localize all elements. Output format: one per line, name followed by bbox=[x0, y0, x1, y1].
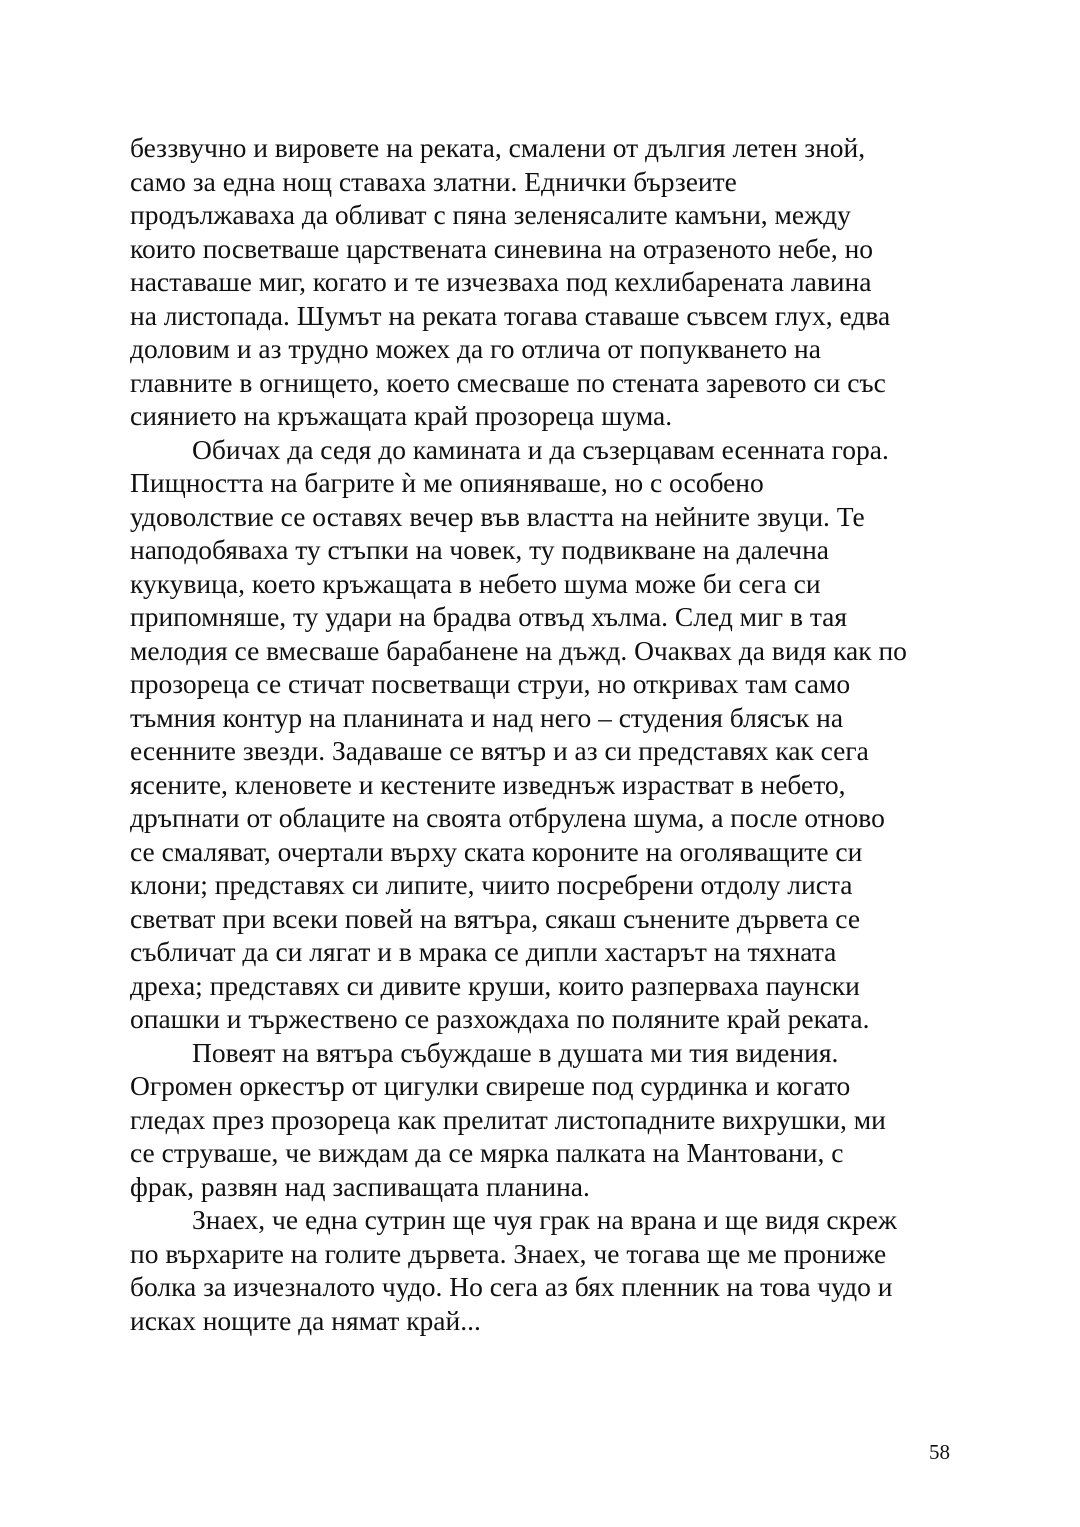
paragraph-1 bbox=[130, 131, 950, 433]
paragraph-4 bbox=[130, 1203, 950, 1337]
text-line: дреха; представях си дивите круши, които разперваха паунски bbox=[130, 969, 860, 1001]
text-line: наставаше миг, когато и те изчезваха под кехлибарената лавина bbox=[130, 266, 872, 297]
text-line: удоволствие се оставях вечер във властта на нейните звуци. Те bbox=[130, 500, 865, 532]
text-line: Знаех, че една сутрин ще чуя грак на врана и ще видя скреж bbox=[192, 1204, 897, 1235]
text-line: доловим и аз трудно можех да го отлича от попукването на bbox=[130, 333, 821, 364]
text-line: мелодия се вмесваше барабанене на дъжд. Очаквах да видя как по bbox=[130, 634, 907, 666]
text-line: Огромен оркестър от цигулки свиреше под сурдинка и когато bbox=[130, 1070, 851, 1101]
text-line: прозореца се стичат посветващи струи, но откривах там само bbox=[130, 668, 851, 699]
text-line: наподобяваха ту стъпки на човек, ту подвикване на далечна bbox=[130, 534, 830, 565]
text-line: Пищността на багрите ѝ ме опияняваше, но с особено bbox=[130, 467, 764, 498]
text-line: исках нощите да нямат край... bbox=[130, 1304, 481, 1336]
text-line: се струваше, че виждам да се мярка палката на Мантовани, с bbox=[130, 1137, 844, 1168]
text-line: опашки и тържествено се разхождаха по поляните край реката. bbox=[130, 1003, 870, 1034]
text-line: по върхарите на голите дървета. Знаех, че тогава ще ме прониже bbox=[130, 1237, 887, 1269]
text-line: се смаляват, очертали върху ската короните на оголяващите си bbox=[130, 835, 863, 867]
text-line: дръпнати от облаците на своята отбрулена шума, а после отново bbox=[130, 802, 885, 833]
text-line: продължаваха да обливат с пяна зеленясалите камъни, между bbox=[130, 199, 851, 230]
text-line: ясените, кленовете и кестените изведнъж израстват в небето, bbox=[130, 768, 846, 800]
text-line: болка за изчезналото чудо. Но сега аз бях пленник на това чудо и bbox=[130, 1271, 893, 1302]
paragraph-3 bbox=[130, 1036, 950, 1204]
text-line: само за една нощ ставаха златни. Еднички бързеите bbox=[130, 165, 737, 197]
text-line: Повеят на вятъра събуждаше в душата ми тия видения. bbox=[192, 1036, 839, 1068]
text-line: припомняше, ту удари на брадва отвъд хълма. След миг в тая bbox=[130, 601, 848, 632]
text-line: клони; представях си липите, чиито посребрени отдолу листа bbox=[130, 869, 853, 900]
text-line: сиянието на кръжащата край прозореца шума. bbox=[130, 400, 673, 431]
text-line: беззвучно и вировете на реката, смалени от дългия летен зной, bbox=[130, 132, 866, 163]
text-line: Обичах да седя до камината и да съзерцавам есенната гора. bbox=[192, 433, 889, 465]
text-line: тъмния контур на планината и над него – студения блясък на bbox=[130, 701, 844, 733]
text-line: кукувица, което кръжащата в небето шума може би сега си bbox=[130, 567, 821, 599]
paragraph-2 bbox=[130, 433, 950, 1036]
text-line: събличат да си лягат и в мрака се дипли хастарът на тяхната bbox=[130, 936, 837, 967]
page-number: 58 bbox=[929, 1440, 950, 1464]
text-line: гледах през прозореца как прелитат листопадните вихрушки, ми bbox=[130, 1103, 886, 1135]
text-line: светват при всеки повей на вятъра, сякаш сънените дървета се bbox=[130, 902, 861, 934]
text-line: главните в огнището, което смесваше по стената заревото си със bbox=[130, 366, 886, 398]
body-text bbox=[130, 131, 950, 1337]
text-line: на листопада. Шумът на реката тогава ставаше съвсем глух, едва bbox=[130, 299, 891, 331]
text-line: които посветваше царствената синевина на отразеното небе, но bbox=[130, 232, 874, 264]
text-line: фрак, развян над заспиващата планина. bbox=[130, 1170, 590, 1202]
text-line: есенните звезди. Задаваше се вятър и аз си представях как сега bbox=[130, 735, 869, 766]
